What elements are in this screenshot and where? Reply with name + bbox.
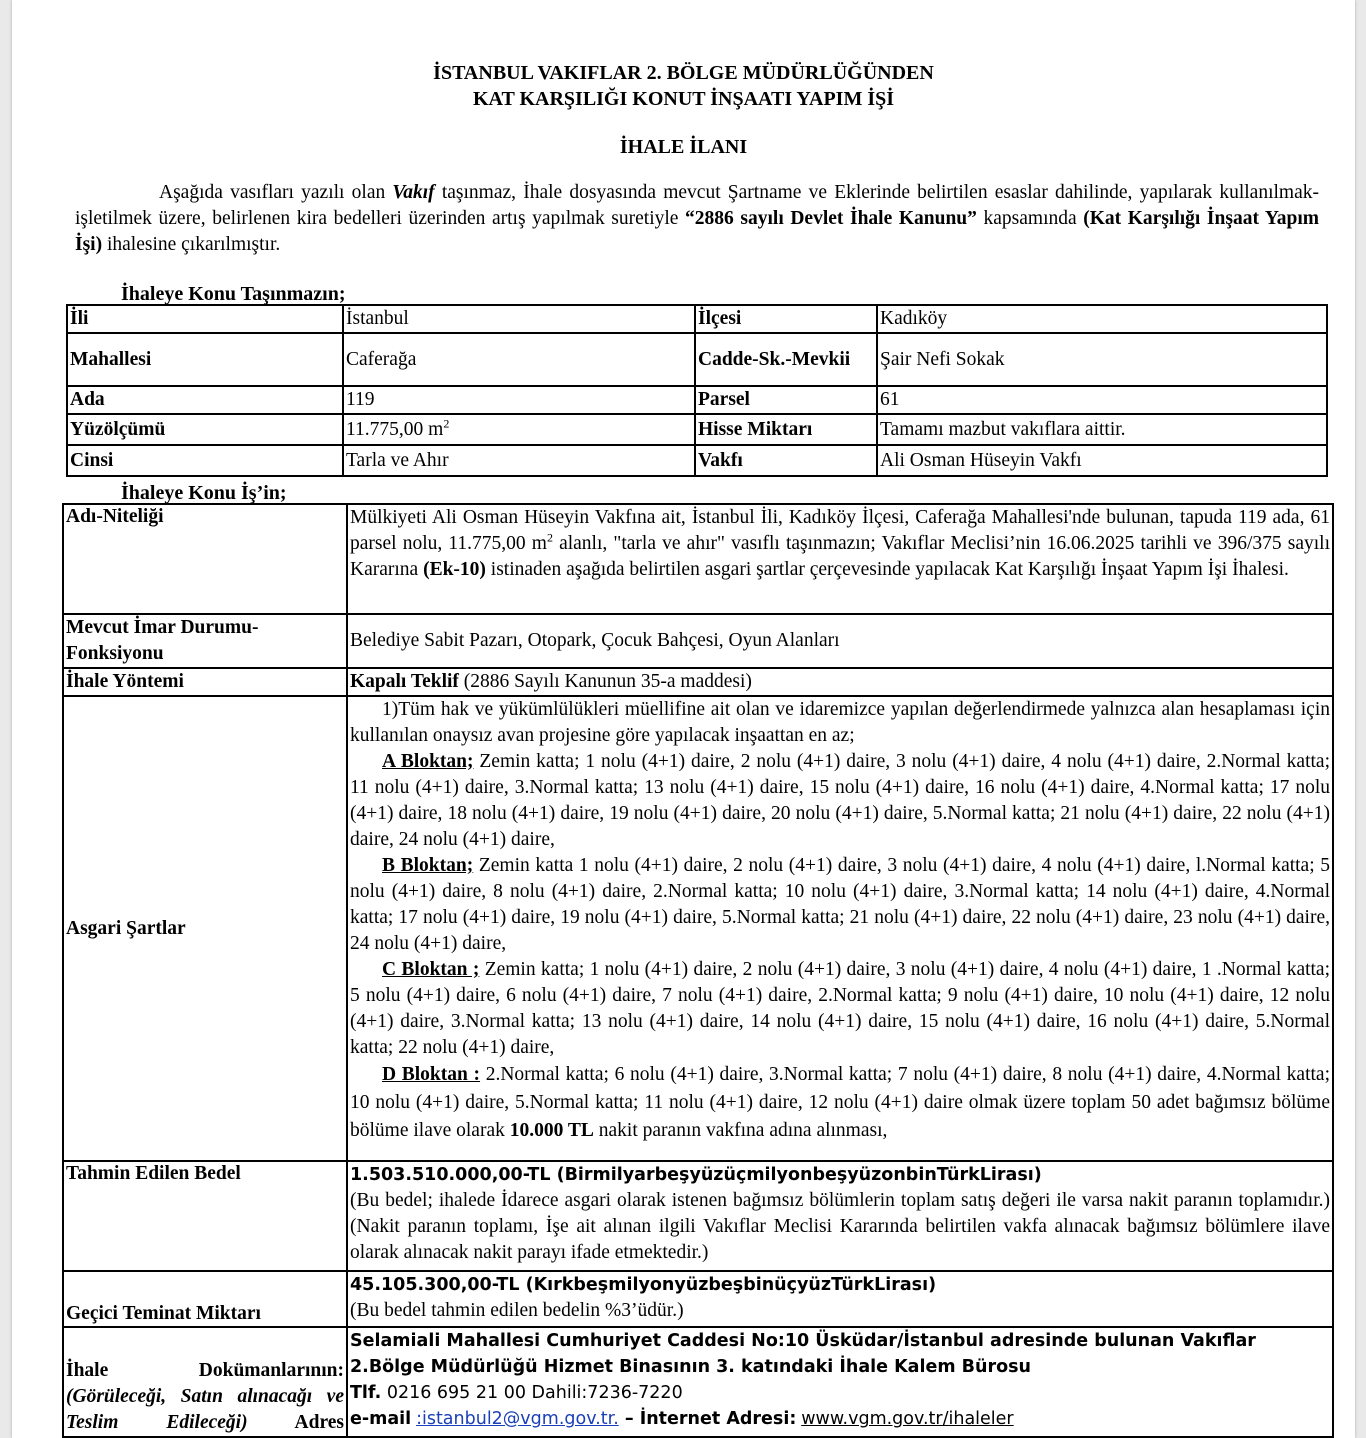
cins-label: Cinsi xyxy=(67,445,343,476)
adi-value: Mülkiyeti Ali Osman Hüseyin Vakfına ait, İstanbul İli, Kadıköy İlçesi, Caferağa Mahallesi'nde bulunan, tapuda 119 ada, 61 parsel nolu, 11.775,00 $m^2$ alanlı, "tarla ve ahır" vasıflı taşınmazın; Vakıflar Meclisi’nin 16.06.2025 tarihli ve 396/375 sayılı Kararına (Ek-10) istinaden aşağıda belirtilen asgari şartlar çerçevesinde yapılacak Kat Karşılığı İnşaat Yapım İşi İhalesi. xyxy=(347,504,1333,614)
table-row xyxy=(63,614,1333,668)
property-table xyxy=(66,304,1328,477)
intro-paragraph: Aşağıda vasıfları yazılı olan Vakıf taşınmaz, İhale dosyasında mevcut Şartname ve Eklerinde belirtilen esaslar dahilinde, yapılarak kullanılmak-işletilmek üzere, belirlenen kira bedelleri üzerinden artış yapılmak suretiyle “2886 sayılı Devlet İhale Kanunu” kapsamında (Kat Karşılığı İnşaat Yapım İşi) ihalesine çıkarılmıştır. xyxy=(75,182,1320,255)
table-row xyxy=(67,414,1327,445)
bedel-value: 1.503.510.000,00-TL (BirmilyarbeşyüzüçmilyonbeşyüzonbinTürkLirası) (Bu bedel; ihalede İdarece asgari olarak istenen bağımsız bölümlerin toplam satış değeri ile varsa nakit paranın toplamıdır.) (Nakit paranın toplamı, İşe ait alınan ilgili Vakıflar Meclisi Kararında belirtilen vakfa alınacak bağımsız bölümlere ilave olarak alınacak nakit parayı ifade etmektedir.) xyxy=(347,1161,1333,1271)
table-row xyxy=(63,1161,1333,1271)
header-line-1: İSTANBUL VAKIFLAR 2. BÖLGE MÜDÜRLÜĞÜNDEN xyxy=(433,62,934,84)
yuzolcum-label: Yüzölçümü xyxy=(67,414,343,445)
c-block: C Bloktan ; Zemin katta; 1 nolu (4+1) daire, 2 nolu (4+1) daire, 3 nolu (4+1) daire, 4 nolu (4+1) daire, 1 .Normal katta; 5 nolu (4+1) daire, 6 nolu (4+1) daire, 7 nolu (4+1) daire, 2.Normal katta; 9 nolu (4+1) daire, 10 nolu (4+1) daire, 12 nolu (4+1) daire, 3.Normal katta; 13 nolu (4+1) daire, 14 nolu (4+1) daire, 15 nolu (4+1) daire, 16 nolu (4+1) daire, 5.Normal katta; 22 nolu (4+1) daire, xyxy=(350,959,1331,1058)
teminat-label: Geçici Teminat Miktarı xyxy=(63,1271,347,1327)
work-section-label: İhaleye Konu İş’in; xyxy=(121,482,287,504)
yontem-value: Kapalı Teklif (2886 Sayılı Kanunun 35-a maddesi) xyxy=(347,668,1333,696)
asgari-value: 1)Tüm hak ve yükümlülükleri müellifine ait olan ve idaremizce yapılan değerlendirmede yalnızca alan hesaplaması için kullanılan onaysız avan projesine göre yapılacak inşaattan en az; A Bloktan; Zemin katta; 1 nolu (4+1) daire, 2 nolu (4+1) daire, 3 nolu (4+1) daire, 4 nolu (4+1) daire, 2.Normal katta; 11 nolu (4+1) daire, 3.Normal katta; 13 nolu (4+1) daire, 15 nolu (4+1) daire, 16 nolu (4+1) daire, 4.Normal katta; 17 nolu (4+1) daire, 18 nolu (4+1) daire, 19 nolu (4+1) daire, 20 nolu (4+1) daire, 5.Normal katta; 21 nolu (4+1) daire, 22 nolu (4+1) daire, 24 nolu (4+1) daire, B Bloktan; Zemin katta 1 nolu (4+1) daire, 2 nolu (4+1) daire, 3 nolu (4+1) daire, 4 nolu (4+1) daire, l.Normal katta; 5 nolu (4+1) daire, 8 nolu (4+1) daire, 2.Normal katta; 10 nolu (4+1) daire, 3.Normal katta; 14 nolu (4+1) daire, 4.Normal katta; 17 nolu (4+1) daire, 19 nolu (4+1) daire, 5.Normal katta; 21 nolu (4+1) daire, 22 nolu (4+1) daire, 23 nolu (4+1) daire, 24 nolu (4+1) daire, C Bloktan ; Zemin katta; 1 nolu (4+1) daire, 2 nolu (4+1) daire, 3 nolu (4+1) daire, 4 nolu (4+1) daire, 1 .Normal katta; 5 nolu (4+1) daire, 6 nolu (4+1) daire, 7 nolu (4+1) daire, 2.Normal katta; 9 nolu (4+1) daire, 10 nolu (4+1) daire, 12 nolu (4+1) daire, 3.Normal katta; 13 nolu (4+1) daire, 14 nolu (4+1) daire, 15 nolu (4+1) daire, 16 nolu (4+1) daire, 5.Normal katta; 22 nolu (4+1) daire, D Bloktan : 2.Normal katta; 6 nolu (4+1) daire, 3.Normal katta; 7 nolu (4+1) daire, 8 nolu (4+1) daire, 4.Normal katta; 10 nolu (4+1) daire, 5.Normal katta; 11 nolu (4+1) daire, 12 nolu (4+1) daire olmak üzere toplam 50 adet bağımsız bölüme bölüme ilave olarak 10.000 TL nakit paranın vakfına adına alınması, xyxy=(347,696,1333,1161)
yuzolcum-value: 11.775,00 $m^2$ xyxy=(343,414,695,445)
header-line-2: KAT KARŞILIĞI KONUT İNŞAATI YAPIM İŞİ xyxy=(472,88,895,110)
hisse-value: Tamamı mazbut vakıflara aittir. xyxy=(877,414,1327,445)
a-block: A Bloktan; Zemin katta; 1 nolu (4+1) daire, 2 nolu (4+1) daire, 3 nolu (4+1) daire, 4 nolu (4+1) daire, 2.Normal katta; 11 nolu (4+1) daire, 3.Normal katta; 13 nolu (4+1) daire, 15 nolu (4+1) daire, 16 nolu (4+1) daire, 4.Normal katta; 17 nolu (4+1) daire, 18 nolu (4+1) daire, 19 nolu (4+1) daire, 20 nolu (4+1) daire, 5.Normal katta; 21 nolu (4+1) daire, 22 nolu (4+1) daire, 24 nolu (4+1) daire, xyxy=(350,751,1330,850)
table-row xyxy=(67,333,1327,386)
asgari-label: Asgari Şartlar xyxy=(63,696,347,1161)
d-block: D Bloktan : 2.Normal katta; 6 nolu (4+1) daire, 3.Normal katta; 7 nolu (4+1) daire, 8 nolu (4+1) daire, 4.Normal katta; 10 nolu (4+1) daire, 5.Normal katta; 11 nolu (4+1) daire, 12 nolu (4+1) daire olmak üzere toplam 50 adet bağımsız bölüme bölüme ilave olarak 10.000 TL nakit paranın vakfına adına alınması, xyxy=(350,1064,1330,1141)
b-block: B Bloktan; Zemin katta 1 nolu (4+1) daire, 2 nolu (4+1) daire, 3 nolu (4+1) daire, 4 nolu (4+1) daire, l.Normal katta; 5 nolu (4+1) daire, 8 nolu (4+1) daire, 2.Normal katta; 10 nolu (4+1) daire, 3.Normal katta; 14 nolu (4+1) daire, 4.Normal katta; 17 nolu (4+1) daire, 19 nolu (4+1) daire, 5.Normal katta; 21 nolu (4+1) daire, 22 nolu (4+1) daire, 23 nolu (4+1) daire, 24 nolu (4+1) daire, xyxy=(350,855,1330,954)
work-table xyxy=(62,503,1334,1438)
yontem-label: İhale Yöntemi xyxy=(63,668,347,696)
parsel-label: Parsel xyxy=(695,386,877,414)
ilce-label: İlçesi xyxy=(695,305,877,333)
dokuman-value: Selamiali Mahallesi Cumhuriyet Caddesi No:10 Üsküdar/İstanbul adresinde bulunan Vakıflar 2.Bölge Müdürlüğü Hizmet Binasının 3. katındaki İhale Kalem Bürosu Tlf. 0216 695 21 00 Dahili:7236-7220 e-mail :istanbul2@vgm.gov.tr. – İnternet Adresi: www.vgm.gov.tr/ihaleler xyxy=(347,1327,1333,1437)
cadde-label: Cadde-Sk.-Mevkii xyxy=(695,333,877,386)
table-row xyxy=(63,1327,1333,1437)
imar-label: Mevcut İmar Durumu-Fonksiyonu xyxy=(63,614,347,668)
table-row xyxy=(67,386,1327,414)
announcement-title: İHALE İLANI xyxy=(619,136,748,158)
mahalle-label: Mahallesi xyxy=(67,333,343,386)
table-row xyxy=(63,696,1333,1161)
parsel-value: 61 xyxy=(877,386,1327,414)
ada-label: Ada xyxy=(67,386,343,414)
cins-value: Tarla ve Ahır xyxy=(343,445,695,476)
cadde-value: Şair Nefi Sokak xyxy=(877,333,1327,386)
property-section-label: İhaleye Konu Taşınmazın; xyxy=(121,283,346,305)
table-row xyxy=(67,445,1327,476)
hisse-label: Hisse Miktarı xyxy=(695,414,877,445)
adi-label: Adı-Niteliği xyxy=(63,504,347,614)
vakif-label: Vakfı xyxy=(695,445,877,476)
imar-value: Belediye Sabit Pazarı, Otopark, Çocuk Bahçesi, Oyun Alanları xyxy=(347,614,1333,668)
bedel-label: Tahmin Edilen Bedel xyxy=(63,1161,347,1271)
table-row xyxy=(63,1271,1333,1327)
mahalle-value: Caferağa xyxy=(343,333,695,386)
website-link[interactable]: www.vgm.gov.tr/ihaleler xyxy=(801,1409,1014,1429)
table-row xyxy=(67,305,1327,333)
email-link[interactable]: :istanbul2@vgm.gov.tr. xyxy=(416,1409,619,1429)
teminat-value: 45.105.300,00-TL (KırkbeşmilyonyüzbeşbinüçyüzTürkLirası) (Bu bedel tahmin edilen bedelin %3’üdür.) xyxy=(347,1271,1333,1327)
document-page xyxy=(12,0,1355,1438)
il-label: İli xyxy=(67,305,343,333)
il-value: İstanbul xyxy=(343,305,695,333)
table-row xyxy=(63,504,1333,614)
dokuman-label: İhale Dokümanlarının: (Görüleceği, Satın alınacağı ve Teslim Edileceği) Adres xyxy=(63,1327,347,1437)
ada-value: 119 xyxy=(343,386,695,414)
vakif-value: Ali Osman Hüseyin Vakfı xyxy=(877,445,1327,476)
ilce-value: Kadıköy xyxy=(877,305,1327,333)
table-row xyxy=(63,668,1333,696)
